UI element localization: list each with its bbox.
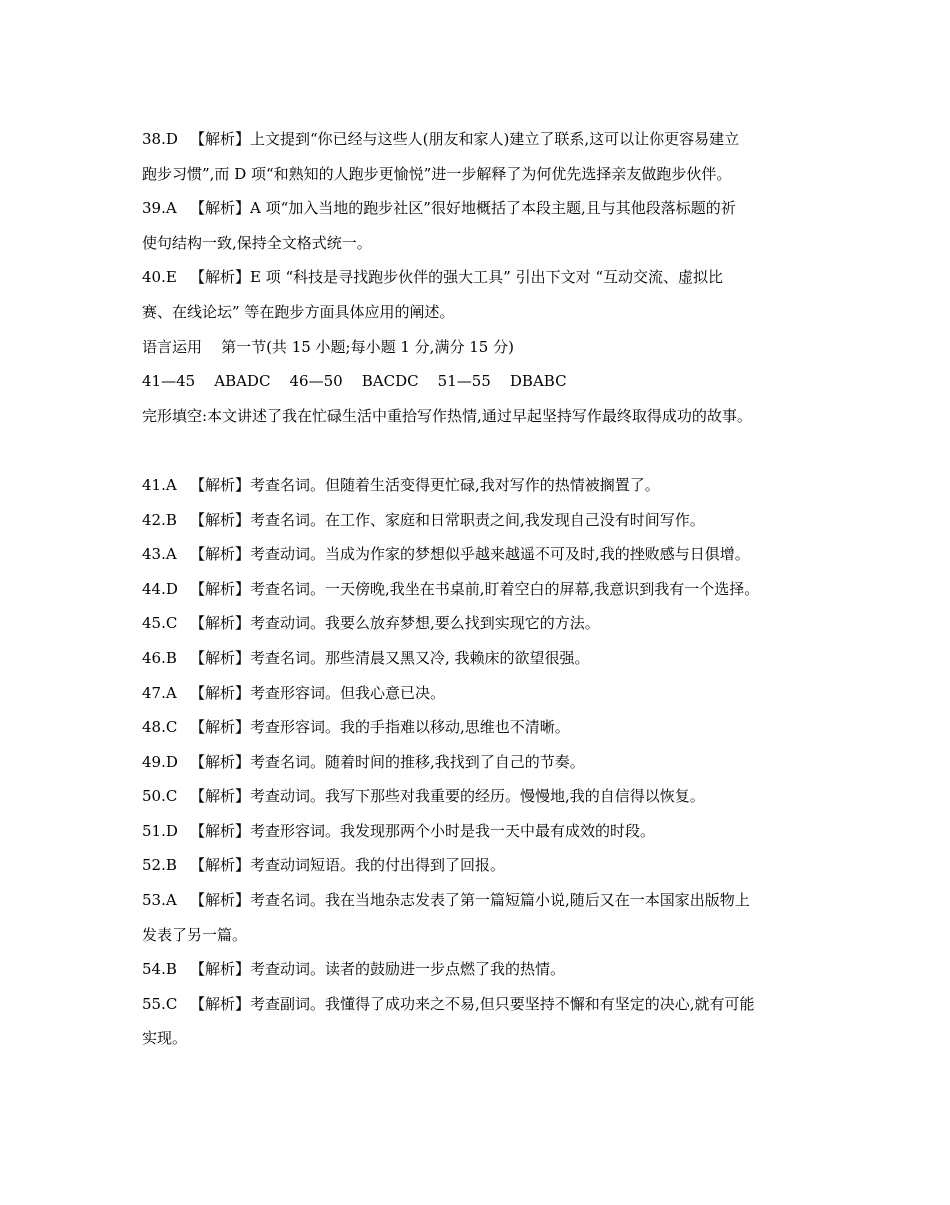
explanation-text: 【解析】E 项 “科技是寻找跑步伙伴的强大工具” 引出下文对 “互动交流、虚拟比 [190, 268, 724, 287]
answer-number: 49.D [142, 752, 178, 771]
cloze-summary [142, 399, 812, 434]
explanation-text: 【解析】考查名词。那些清晨又黑又冷, 我赖床的欲望很强。 [190, 648, 590, 667]
explanation-text: 使句结构一致,保持全文格式统一。 [142, 233, 372, 252]
text-line-39 [142, 191, 812, 226]
explanation-text: 【解析】考查动词。我写下那些对我重要的经历。慢慢地,我的自信得以恢复。 [190, 787, 705, 806]
answer-key-content [142, 122, 812, 1056]
answer-summary-text: 41—45 ABADC 46—50 BACDC 51—55 DBABC [142, 372, 567, 391]
answer-number: 51.D [142, 821, 178, 840]
explanation-text: 【解析】考查形容词。但我心意已决。 [190, 683, 446, 702]
answer-number: 46.B [142, 648, 177, 667]
text-line-45 [142, 606, 812, 641]
text-line-54 [142, 952, 812, 987]
answer-number: 44.D [142, 579, 178, 598]
answer-number: 41.A [142, 475, 177, 494]
explanation-text: 【解析】考查形容词。我发现那两个小时是我一天中最有成效的时段。 [190, 821, 656, 840]
text-line-44 [142, 572, 812, 607]
explanation-text: 发表了另一篇。 [142, 925, 248, 944]
text-line-47 [142, 676, 812, 711]
text-line-53-cont [142, 918, 812, 953]
explanation-text: 【解析】考查动词。我要么放弃梦想,要么找到实现它的方法。 [190, 614, 600, 633]
text-line-48 [142, 710, 812, 745]
answer-number: 42.B [142, 510, 177, 529]
text-line-49 [142, 745, 812, 780]
text-line-55-cont [142, 1021, 812, 1056]
answer-number: 43.A [142, 545, 177, 564]
explanation-text: 【解析】考查副词。我懂得了成功来之不易,但只要坚持不懈和有坚定的决心,就有可能 [190, 994, 755, 1013]
answer-number: 39.A [142, 199, 177, 218]
explanation-text: 跑步习惯”,而 D 项“和熟知的人跑步更愉悦”进一步解释了为何优先选择亲友做跑步伙伴。 [142, 164, 732, 183]
answer-number: 47.A [142, 683, 177, 702]
answer-number: 54.B [142, 960, 177, 979]
explanation-text: 【解析】上文提到“你已经与这些人(朋友和家人)建立了联系,这可以让你更容易建立 [190, 130, 740, 148]
explanation-text: 赛、在线论坛” 等在跑步方面具体应用的阐述。 [142, 302, 455, 321]
explanation-text: 【解析】A 项“加入当地的跑步社区”很好地概括了本段主题,且与其他段落标题的祈 [190, 199, 736, 218]
answer-number: 45.C [142, 614, 178, 633]
text-line-43 [142, 537, 812, 572]
text-line-39-cont [142, 226, 812, 261]
explanation-text: 【解析】考查形容词。我的手指难以移动,思维也不清晰。 [190, 718, 570, 737]
text-line-38-cont [142, 157, 812, 192]
answer-number: 40.E [142, 268, 177, 287]
explanation-text: 【解析】考查名词。在工作、家庭和日常职责之间,我发现自己没有时间写作。 [190, 510, 705, 529]
answer-number: 50.C [142, 787, 178, 806]
text-line-41 [142, 468, 812, 503]
explanation-text: 【解析】考查名词。一天傍晚,我坐在书桌前,盯着空白的屏幕,我意识到我有一个选择。 [190, 579, 760, 598]
text-line-40 [142, 260, 812, 295]
explanation-text: 实现。 [142, 1029, 188, 1048]
answer-number: 38.D [142, 130, 178, 148]
explanation-text: 【解析】考查名词。但随着生活变得更忙碌,我对写作的热情被搁置了。 [190, 475, 660, 494]
text-line-38 [142, 122, 812, 157]
section-heading [142, 330, 812, 365]
answer-summary [142, 364, 812, 399]
text-line-55 [142, 987, 812, 1022]
answer-number: 52.B [142, 856, 177, 875]
text-line-50 [142, 779, 812, 814]
explanation-text: 【解析】考查动词短语。我的付出得到了回报。 [190, 856, 506, 875]
blank-line [142, 433, 812, 468]
cloze-summary-text: 完形填空:本文讲述了我在忙碌生活中重拾写作热情,通过早起坚持写作最终取得成功的故事。 [142, 406, 752, 425]
section-title: 语言运用 第一节(共 15 小题;每小题 1 分,满分 15 分) [142, 337, 514, 356]
text-line-51 [142, 814, 812, 849]
explanation-text: 【解析】考查名词。我在当地杂志发表了第一篇短篇小说,随后又在一本国家出版物上 [190, 891, 750, 910]
text-line-40-cont [142, 295, 812, 330]
answer-number: 53.A [142, 891, 177, 910]
explanation-text: 【解析】考查名词。随着时间的推移,我找到了自己的节奏。 [190, 752, 585, 771]
text-line-42 [142, 503, 812, 538]
explanation-text: 【解析】考查动词。读者的鼓励进一步点燃了我的热情。 [190, 960, 566, 979]
explanation-text: 【解析】考查动词。当成为作家的梦想似乎越来越遥不可及时,我的挫败感与日俱增。 [190, 545, 750, 564]
answer-number: 48.C [142, 718, 178, 737]
text-line-53 [142, 883, 812, 918]
answer-number: 55.C [142, 994, 178, 1013]
text-line-52 [142, 848, 812, 883]
text-line-46 [142, 641, 812, 676]
